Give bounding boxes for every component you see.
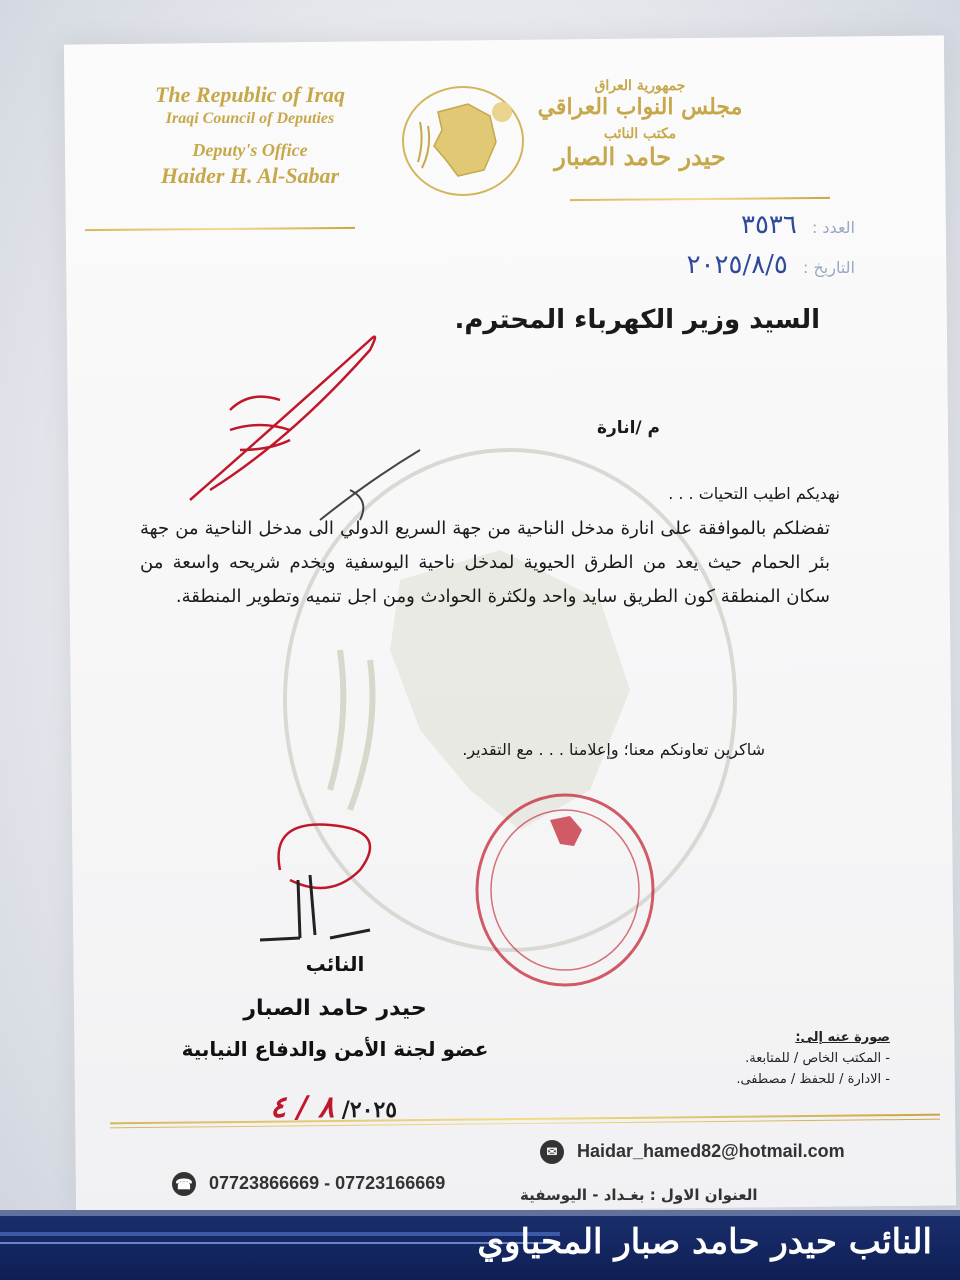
signature-date — [270, 1090, 397, 1125]
signer-name: حيدر حامد الصبار — [243, 996, 427, 1021]
republic-name-ar: جمهورية العراق — [594, 78, 686, 94]
closing-line: شاكرين تعاونكم معنا؛ وإعلامنا . . . مع التقدير. — [462, 740, 765, 759]
header-english — [120, 82, 380, 189]
signature-block — [170, 952, 500, 1061]
office-name: Deputy's Office — [192, 140, 308, 160]
email-address: Haidar_hamed82@hotmail.com — [577, 1140, 845, 1161]
phone-numbers: 07723866669 - 07723166669 — [209, 1172, 446, 1193]
bottom-banner — [0, 1210, 960, 1280]
council-name: Iraqi Council of Deputies — [165, 110, 335, 127]
phone-line — [172, 1172, 445, 1196]
reference-number — [741, 210, 855, 240]
header-arabic — [525, 78, 755, 171]
recipient-line: السيد وزير الكهرباء المحترم. — [454, 305, 820, 335]
reference-date — [687, 250, 855, 280]
greeting-line: نهديكم اطيب التحيات . . . — [668, 484, 840, 503]
letter-body: تفضلكم بالموافقة على انارة مدخل الناحية من جهة السريع الدولي الى مدخل الناحية من جهة بئر الحمام حيث يعد من الطرق الحيوية لمدخل ناحية اليوسفية ويخدم شريحه واسعة من سكان المنطقة كون الطريق سايد واحد ولكثرة الحوادث ومن اجل تنميه وتطوير المنطقة. — [140, 518, 830, 607]
office-name-ar: مكتب النائب — [603, 126, 677, 142]
date-year: ٢٠٢٥/ — [341, 1097, 398, 1123]
banner-deputy-name: النائب حيدر حامد صبار المحياوي — [477, 1222, 932, 1262]
council-name-ar: مجلس النواب العراقي — [537, 94, 743, 120]
signer-title: النائب — [305, 952, 365, 976]
number-value: ٣٥٣٦ — [741, 210, 797, 240]
email-line — [540, 1140, 845, 1164]
copy-to-list — [736, 1030, 890, 1093]
deputy-name-en: Haider H. Al-Sabar — [160, 163, 340, 188]
number-label: العدد : — [811, 218, 855, 237]
copy-to-heading: صورة عنه إلى: — [795, 1030, 890, 1045]
signer-role: عضو لجنة الأمن والدفاع النيابية — [181, 1037, 489, 1061]
phone-icon: ☎ — [172, 1172, 196, 1196]
parliament-emblem-icon — [398, 82, 528, 200]
email-icon: ✉ — [540, 1140, 564, 1164]
date-handwritten: ٨ / ٤ — [270, 1090, 335, 1125]
handwritten-signature — [240, 810, 400, 950]
copy-to-item: - الادارة / للحفظ / مصطفى. — [736, 1072, 890, 1087]
banner-edge — [0, 1210, 960, 1216]
copy-to-item: - المكتب الخاص / للمتابعة. — [745, 1051, 890, 1066]
address-line: العنوان الاول : بغـداد - اليوسفية — [520, 1186, 758, 1204]
banner-stripe — [0, 1232, 560, 1236]
date-label: التاريخ : — [802, 258, 855, 277]
subject-line: م /انارة — [596, 418, 660, 438]
republic-name: The Republic of Iraq — [154, 82, 346, 107]
banner-stripe — [0, 1242, 560, 1244]
deputy-name-ar: حيدر حامد الصبار — [554, 142, 726, 171]
date-value: ٢٠٢٥/٨/٥ — [686, 250, 788, 280]
